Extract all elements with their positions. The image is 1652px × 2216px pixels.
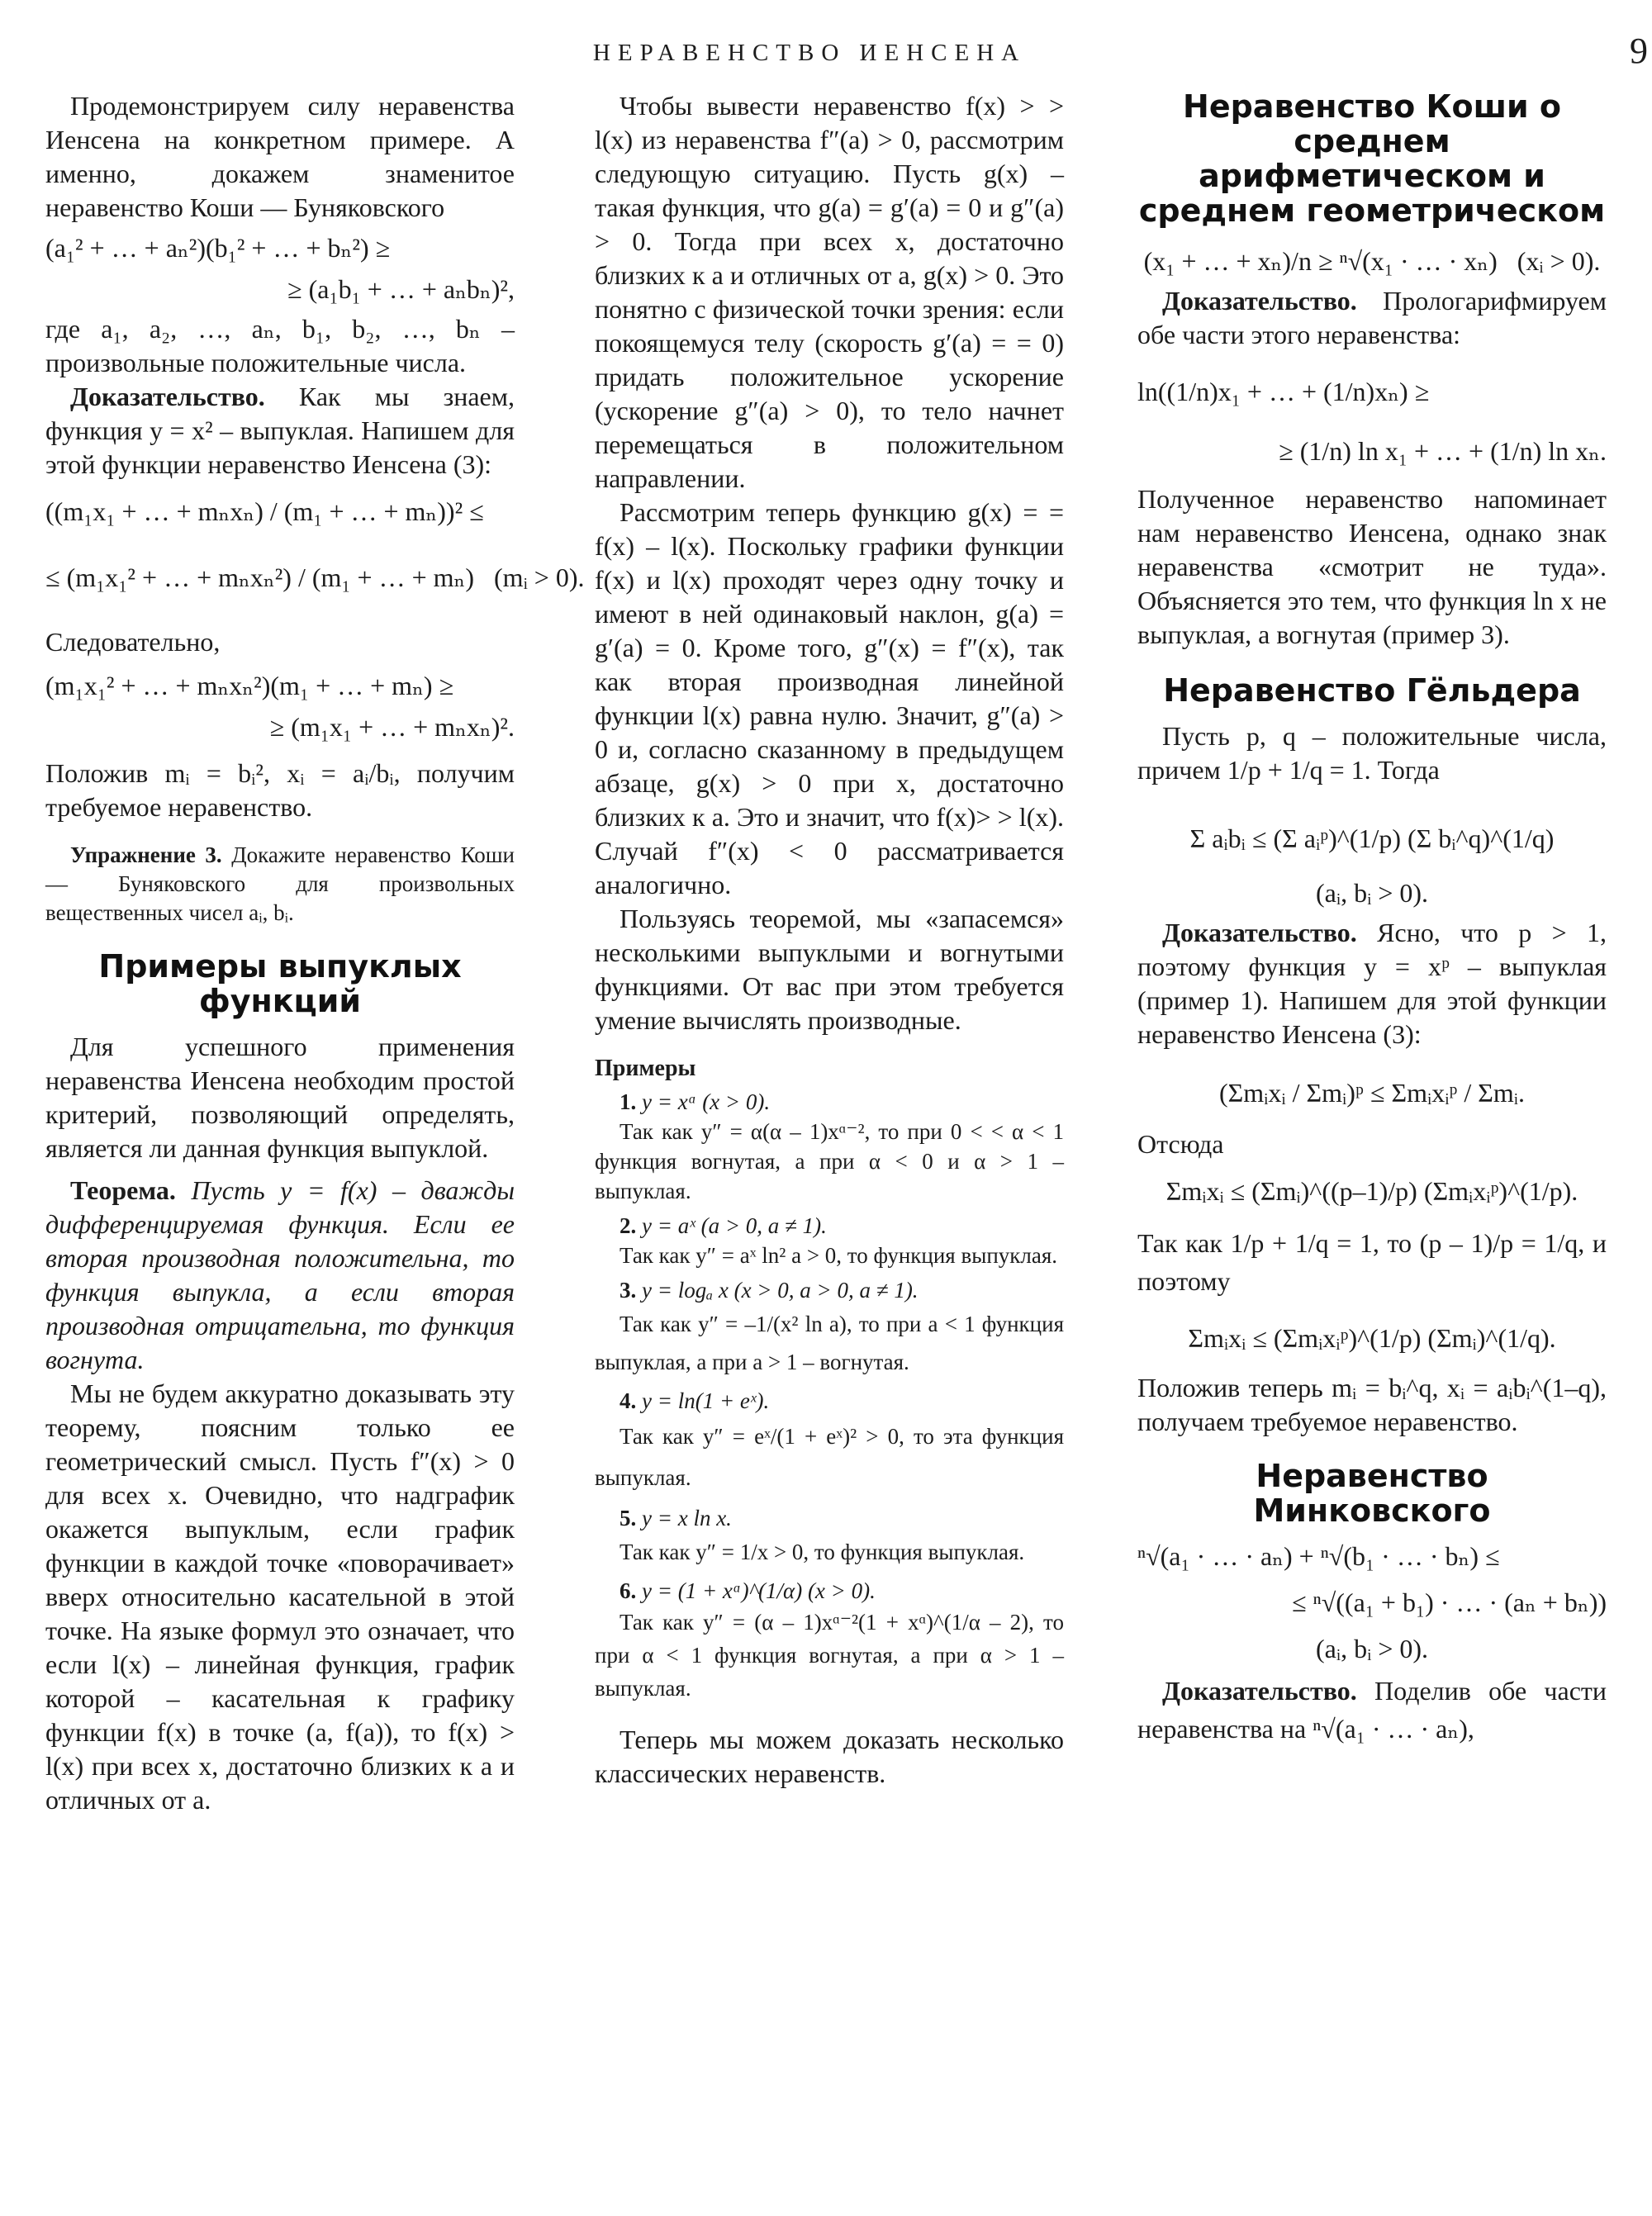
equation: ln((1/n)x₁ + … + (1/n)xₙ) ≥ <box>1137 377 1430 406</box>
proof-label: Доказательство. <box>1162 918 1357 947</box>
example-function: y = (1 + xᵅ)^(1/α) (x > 0). <box>636 1578 876 1603</box>
example-function: y = ln(1 + eˣ). <box>636 1388 770 1413</box>
paragraph: Полученное неравенство напоминает нам неравенство Иенсена, однако знак неравенства «смотрит не туда». Объясняется это тем, что функция ln x не выпуклая, а вогнутая (пример 3). <box>1137 484 1607 649</box>
example-text: Так как y″ = aˣ ln² a > 0, то функция выпуклая. <box>620 1243 1058 1268</box>
equation: (aᵢ, bᵢ > 0). <box>1315 1634 1429 1663</box>
example-number: 1. <box>620 1089 637 1114</box>
paragraph-text: Поделив обе части неравенства на ⁿ√(a₁ · … · aₙ), <box>1137 1676 1607 1744</box>
paragraph: Рассмотрим теперь функцию g(x) = = f(x) – l(x). Поскольку графики функции f(x) и l(x) проходят через одну точку и имеют в ней одинаковый наклон, g(a) = g′(a) = 0. Кроме того, g″(x) = f″(x), так как вторая производная линейной функции l(x) равна нулю. Значит, g″(a) > 0 и, согласно сказанному в предыдущем абзаце, g(x) > 0 при x, достаточно близких к a. Это и значит, что f(x)> > l(x). Случай f″(x) < 0 рассматривается аналогично. <box>595 497 1064 899</box>
example-item <box>595 1087 1064 1206</box>
paragraph: Мы не будем аккуратно доказывать эту теорему, поясним только ее геометрический смысл. Пусть f″(x) > 0 для всех x. Очевидно, что надграфик окажется выпуклым, если график функции в каждой точке «поворачивает» вверх относительно касательной в этой точке. На языке формул это означает, что если l(x) – линейная функция, график которой – касательная к графику функции f(x) в точке (a, f(a)), то f(x) > l(x) при всех x, достаточно близких к a и отличных от a. <box>45 1378 515 1815</box>
equation: ≥ (1/n) ln x₁ + … + (1/n) ln xₙ. <box>1279 436 1607 466</box>
paragraph <box>1137 284 1607 352</box>
example-text: Так как y″ = α(α – 1)xᵅ⁻², то при 0 < < α < 1 функция вогнутая, а при α < 0 и α > 1 – выпуклая. <box>595 1119 1064 1203</box>
paragraph <box>1137 1672 1607 1748</box>
equation: ((m₁x₁ + … + mₙxₙ) / (m₁ + … + mₙ))² ≤ <box>45 496 484 526</box>
examples-title: Примеры <box>595 1056 696 1081</box>
equation: Σmᵢxᵢ ≤ (Σmᵢxᵢᵖ)^(1/p) (Σmᵢ)^(1/q). <box>1188 1323 1556 1353</box>
paragraph: Так как 1/p + 1/q = 1, то (p – 1)/p = 1/q, и поэтому <box>1137 1228 1607 1296</box>
example-item <box>595 1275 1064 1381</box>
equation: ≥ (m₁x₁ + … + mₙxₙ)². <box>269 712 515 742</box>
equation: (aᵢ, bᵢ > 0). <box>1315 878 1429 908</box>
equation: (a₁² + … + aₙ²)(b₁² + … + bₙ²) ≥ <box>45 233 391 263</box>
paragraph-text: Ясно, что p > 1, поэтому функция y = xᵖ – выпуклая (пример 1). Напишем для этой функции неравенство Иенсена (3): <box>1137 918 1607 1049</box>
paragraph <box>45 1174 515 1377</box>
example-number: 3. <box>620 1278 637 1303</box>
example-number: 6. <box>620 1578 637 1603</box>
section-heading: Неравенство Коши о среднем арифметическом и среднем геометрическом <box>1138 88 1606 229</box>
section-heading: Неравенство Минковского <box>1253 1458 1491 1529</box>
page-number: 9 <box>1630 31 1648 71</box>
paragraph: Пользуясь теоремой, мы «запасемся» несколькими выпуклыми и вогнутыми функциями. От вас при этом требуется умение вычислять производные. <box>595 904 1064 1035</box>
paragraph: Для успешного применения неравенства Иенсена необходим простой критерий, позволяющий определять, является ли данная функция выпуклой. <box>45 1032 515 1163</box>
example-text: Так как y″ = eˣ/(1 + eˣ)² > 0, то эта функция выпуклая. <box>595 1424 1064 1490</box>
equation: (Σmᵢxᵢ / Σmᵢ)ᵖ ≤ Σmᵢxᵢᵖ / Σmᵢ. <box>1218 1078 1526 1108</box>
example-item <box>595 1503 1064 1571</box>
example-number: 2. <box>620 1213 637 1238</box>
example-text: Так как y″ = 1/x > 0, то функция выпуклая. <box>620 1540 1025 1564</box>
equation: ≤ (m₁x₁² + … + mₙxₙ²) / (m₁ + … + mₙ) (mᵢ > 0). <box>45 562 585 592</box>
proof-label: Доказательство. <box>1162 1676 1357 1706</box>
theorem-text: Пусть y = f(x) – дважды дифференцируемая функция. Если ее вторая производная положительна, то функция выпукла, а если вторая производная отрицательна, то функция вогнута. <box>45 1175 515 1374</box>
example-text: Так как y″ = –1/(x² ln a), то при a < 1 функция выпуклая, а при a > 1 – вогнутая. <box>595 1312 1064 1374</box>
proof-label: Доказательство. <box>1162 286 1357 316</box>
example-function: y = xᵅ (x > 0). <box>636 1089 771 1114</box>
paragraph: Пусть p, q – положительные числа, причем 1/p + 1/q = 1. Тогда <box>1137 721 1607 785</box>
example-function: y = logₐ x (x > 0, a > 0, a ≠ 1). <box>636 1278 919 1303</box>
column-2 <box>595 89 1064 1791</box>
equation: Σ aᵢbᵢ ≤ (Σ aᵢᵖ)^(1/p) (Σ bᵢ^q)^(1/q) <box>1189 823 1555 853</box>
example-text: Так как y″ = (α – 1)xᵅ⁻²(1 + xᵅ)^(1/α – 2), то при α < 1 функция вогнутая, а при α > 1 – выпуклая. <box>595 1610 1064 1701</box>
running-head: НЕРАВЕНСТВО ИЕНСЕНА <box>592 40 1027 66</box>
paragraph <box>45 380 515 482</box>
equation: (m₁x₁² + … + mₙxₙ²)(m₁ + … + mₙ) ≥ <box>45 671 454 700</box>
paragraph: Отсюда <box>1137 1129 1224 1159</box>
paragraph: Следовательно, <box>45 627 221 657</box>
exercise-text: Докажите неравенство Коши — Буняковского для произвольных вещественных чисел aᵢ, bᵢ. <box>45 842 515 925</box>
example-item <box>595 1386 1064 1498</box>
paragraph-text: Прологарифмируем обе части этого неравенства: <box>1137 286 1607 349</box>
paragraph: Теперь мы можем доказать несколько классических неравенств. <box>595 1725 1064 1788</box>
example-item <box>595 1211 1064 1270</box>
paragraph: Чтобы вывести неравенство f(x) > > l(x) из неравенства f″(a) > 0, рассмотрим следующую ситуацию. Пусть g(x) – такая функция, что g(a) = g′(a) = 0 и g″(a) > 0. Тогда при всех x, достаточно близких к a и отличных от a, g(x) > 0. Это понятно с физической точки зрения: если покоящемуся телу (скорость g′(a) = = 0) придать положительное ускорение (ускорение g″(a) > 0), то тело начнет перемещаться в положительном направлении. <box>595 91 1064 493</box>
paragraph <box>1137 916 1607 1051</box>
exercise-label: Упражнение 3. <box>70 842 222 867</box>
theorem-label: Теорема. <box>70 1175 176 1205</box>
column-1 <box>45 89 585 1817</box>
example-function: y = aˣ (a > 0, a ≠ 1). <box>636 1213 827 1238</box>
paragraph: где a₁, a₂, …, aₙ, b₁, b₂, …, bₙ – произвольные положительные числа. <box>45 314 515 377</box>
section-heading: Примеры выпуклых функций <box>98 948 462 1019</box>
equation: (x₁ + … + xₙ)/n ≥ ⁿ√(x₁ · … · xₙ) (xᵢ > 0). <box>1143 246 1601 276</box>
equation: ⁿ√(a₁ · … · aₙ) + ⁿ√(b₁ · … · bₙ) ≤ <box>1137 1541 1500 1571</box>
paragraph: Продемонстрируем силу неравенства Иенсена на конкретном примере. А именно, докажем знаменитое неравенство Коши — Буняковского <box>45 91 515 222</box>
example-number: 5. <box>620 1506 637 1530</box>
proof-label: Доказательство. <box>70 382 265 411</box>
equation: Σmᵢxᵢ ≤ (Σmᵢ)^((p–1)/p) (Σmᵢxᵢᵖ)^(1/p). <box>1165 1176 1578 1206</box>
exercise-block <box>45 841 515 928</box>
paragraph-text: Как мы знаем, функция y = x² – выпуклая. Напишем для этой функции неравенство Иенсена (3): <box>45 382 515 479</box>
column-3 <box>1137 89 1607 1748</box>
paragraph: Положив теперь mᵢ = bᵢ^q, xᵢ = aᵢbᵢ^(1–q), получаем требуемое неравенство. <box>1137 1373 1607 1436</box>
equation: ≤ ⁿ√((a₁ + b₁) · … · (aₙ + bₙ)) <box>1292 1587 1607 1617</box>
example-number: 4. <box>620 1388 637 1413</box>
equation: ≥ (a₁b₁ + … + aₙbₙ)², <box>287 274 515 304</box>
example-item <box>595 1576 1064 1705</box>
example-function: y = x ln x. <box>636 1506 732 1530</box>
examples-list <box>595 1087 1064 1705</box>
section-heading: Неравенство Гёльдера <box>1163 672 1581 709</box>
paragraph: Положив mᵢ = bᵢ², xᵢ = aᵢ/bᵢ, получим требуемое неравенство. <box>45 758 515 822</box>
